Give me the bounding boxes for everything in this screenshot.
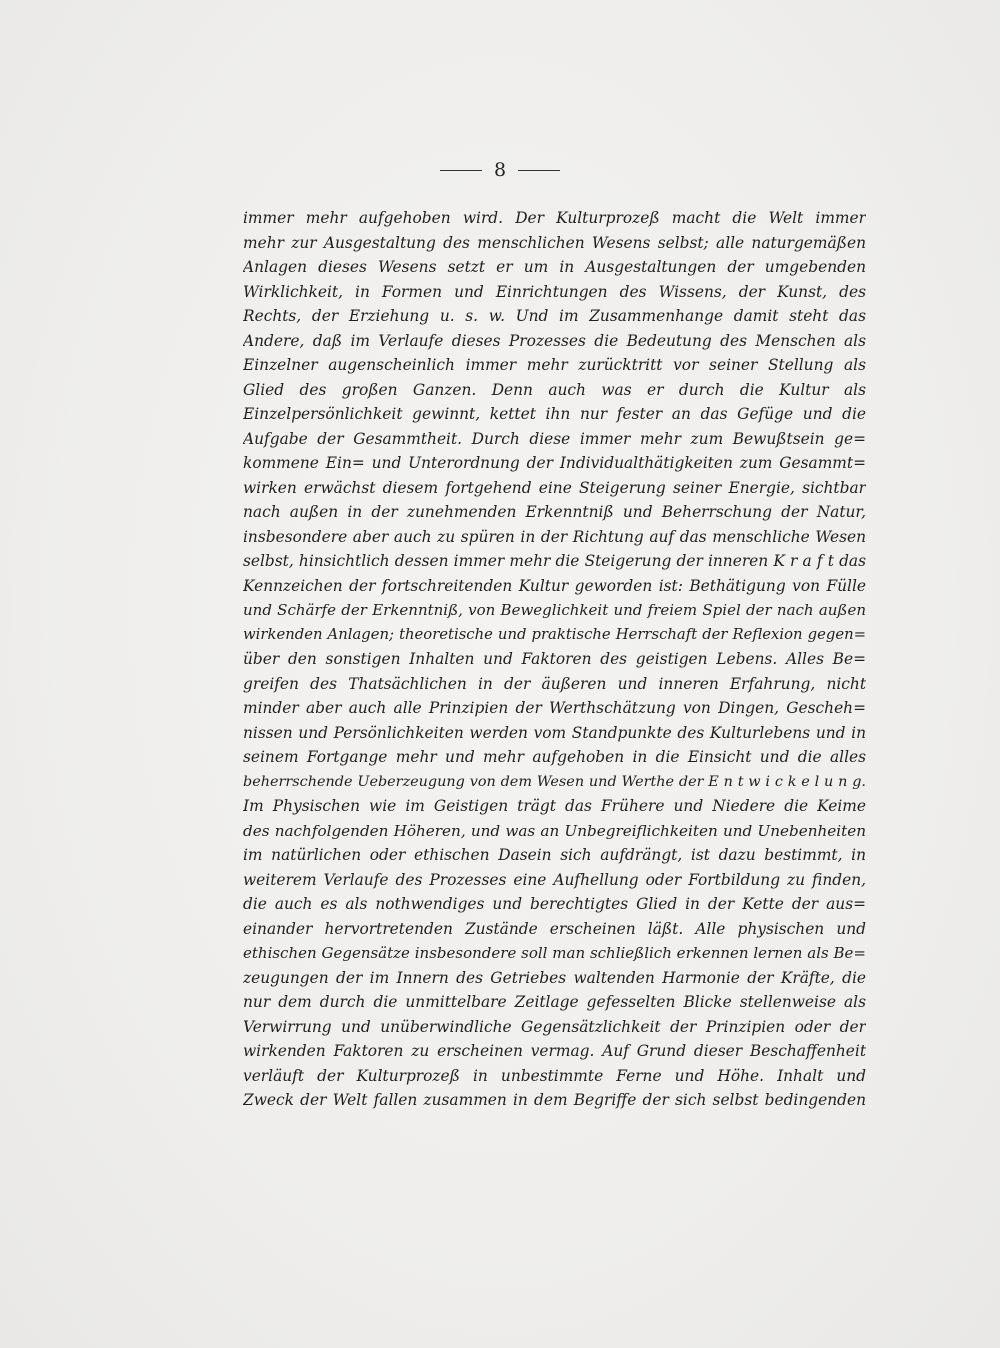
text-line: Rechts, der Erziehung u. s. w. Und im Zusammenhange damit steht das <box>243 307 866 325</box>
text-line: verläuft der Kulturprozeß in unbestimmte Ferne und Höhe. Inhalt und <box>243 1066 866 1085</box>
text-line: Anlagen dieses Wesens setzt er um in Ausgestaltungen der umgebenden <box>243 258 866 276</box>
text-line: seinem Fortgange mehr und mehr aufgehoben in die Einsicht und die alles <box>243 748 866 766</box>
text-line: nur dem durch die unmittelbare Zeitlage gefesselten Blicke stellenweise als <box>243 993 866 1011</box>
header-dash-right <box>518 170 560 171</box>
text-line: einander hervortretenden Zustände erscheinen läßt. Alle physischen und <box>243 919 866 938</box>
text-line: Im Physischen wie im Geistigen trägt das Frühere und Niedere die Keime <box>243 797 866 815</box>
text-line: insbesondere aber auch zu spüren in der Richtung auf das menschliche Wesen <box>243 527 866 546</box>
text-line: im natürlichen oder ethischen Dasein sich aufdrängt, ist dazu bestimmt, in <box>243 846 866 864</box>
text-line: weiterem Verlaufe des Prozesses eine Aufhellung oder Fortbildung zu finden, <box>243 870 866 889</box>
text-line: und Schärfe der Erkenntniß, von Beweglichkeit und freiem Spiel der nach außen <box>243 601 866 619</box>
text-line: minder aber auch alle Prinzipien der Werthschätzung von Dingen, Gescheh= <box>243 699 866 717</box>
text-line: des nachfolgenden Höheren, und was an Unbegreiflichkeiten und Unebenheiten <box>243 821 866 840</box>
text-line: Andere, daß im Verlaufe dieses Prozesses die Bedeutung des Menschen als <box>243 331 866 350</box>
text-line: ethischen Gegensätze insbesondere soll man schließlich erkennen lernen als Be= <box>243 944 866 962</box>
text-line: wirkenden Anlagen; theoretische und praktische Herrschaft der Reflexion gegen= <box>243 625 866 643</box>
body-paragraph <box>243 206 866 1109</box>
text-line: kommene Ein= und Unterordnung der Individualthätigkeiten zum Gesammt= <box>243 454 866 472</box>
text-line: wirkenden Faktoren zu erscheinen vermag. Auf Grund dieser Beschaffenheit <box>243 1042 866 1060</box>
text-line: Zweck der Welt fallen zusammen in dem Begriffe der sich selbst bedingenden <box>243 1091 866 1109</box>
text-line: nach außen in der zunehmenden Erkenntniß und Beherrschung der Natur, <box>243 503 866 521</box>
text-line: über den sonstigen Inhalten und Faktoren des geistigen Lebens. Alles Be= <box>243 650 866 668</box>
text-line: Aufgabe der Gesammtheit. Durch diese immer mehr zum Bewußtsein ge= <box>243 429 866 448</box>
text-line: Kennzeichen der fortschreitenden Kultur geworden ist: Bethätigung von Fülle <box>243 576 866 595</box>
text-line: zeugungen der im Innern des Getriebes waltenden Harmonie der Kräfte, die <box>243 968 866 987</box>
text-line: Glied des großen Ganzen. Denn auch was er durch die Kultur als <box>243 380 866 399</box>
text-line: Verwirrung und unüberwindliche Gegensätzlichkeit der Prinzipien oder der <box>243 1017 866 1036</box>
header-dash-left <box>440 170 482 171</box>
text-line: Wirklichkeit, in Formen und Einrichtungen des Wissens, der Kunst, des <box>243 282 866 301</box>
text-line: beherrschende Ueberzeugung von dem Wesen und Werthe der E n t w i c k e l u n g. <box>243 773 866 790</box>
text-line: selbst, hinsichtlich dessen immer mehr die Steigerung der inneren K r a f t das <box>243 552 866 570</box>
text-line: Einzelpersönlichkeit gewinnt, kettet ihn nur fester an das Gefüge und die <box>243 405 866 423</box>
page-number: 8 <box>493 159 507 181</box>
text-line: nissen und Persönlichkeiten werden vom Standpunkte des Kulturlebens und in <box>243 723 866 742</box>
text-line: immer mehr aufgehoben wird. Der Kulturprozeß macht die Welt immer <box>243 209 866 227</box>
text-line: Einzelner augenscheinlich immer mehr zurücktritt vor seiner Stellung als <box>243 356 866 374</box>
text-line: die auch es als nothwendiges und berechtigtes Glied in der Kette der aus= <box>243 895 866 913</box>
page-header <box>0 158 1000 182</box>
text-line: wirken erwächst diesem fortgehend eine Steigerung seiner Energie, sichtbar <box>243 478 866 497</box>
text-line: greifen des Thatsächlichen in der äußeren und inneren Erfahrung, nicht <box>243 674 866 693</box>
text-line: mehr zur Ausgestaltung des menschlichen Wesens selbst; alle naturgemäßen <box>243 233 866 252</box>
